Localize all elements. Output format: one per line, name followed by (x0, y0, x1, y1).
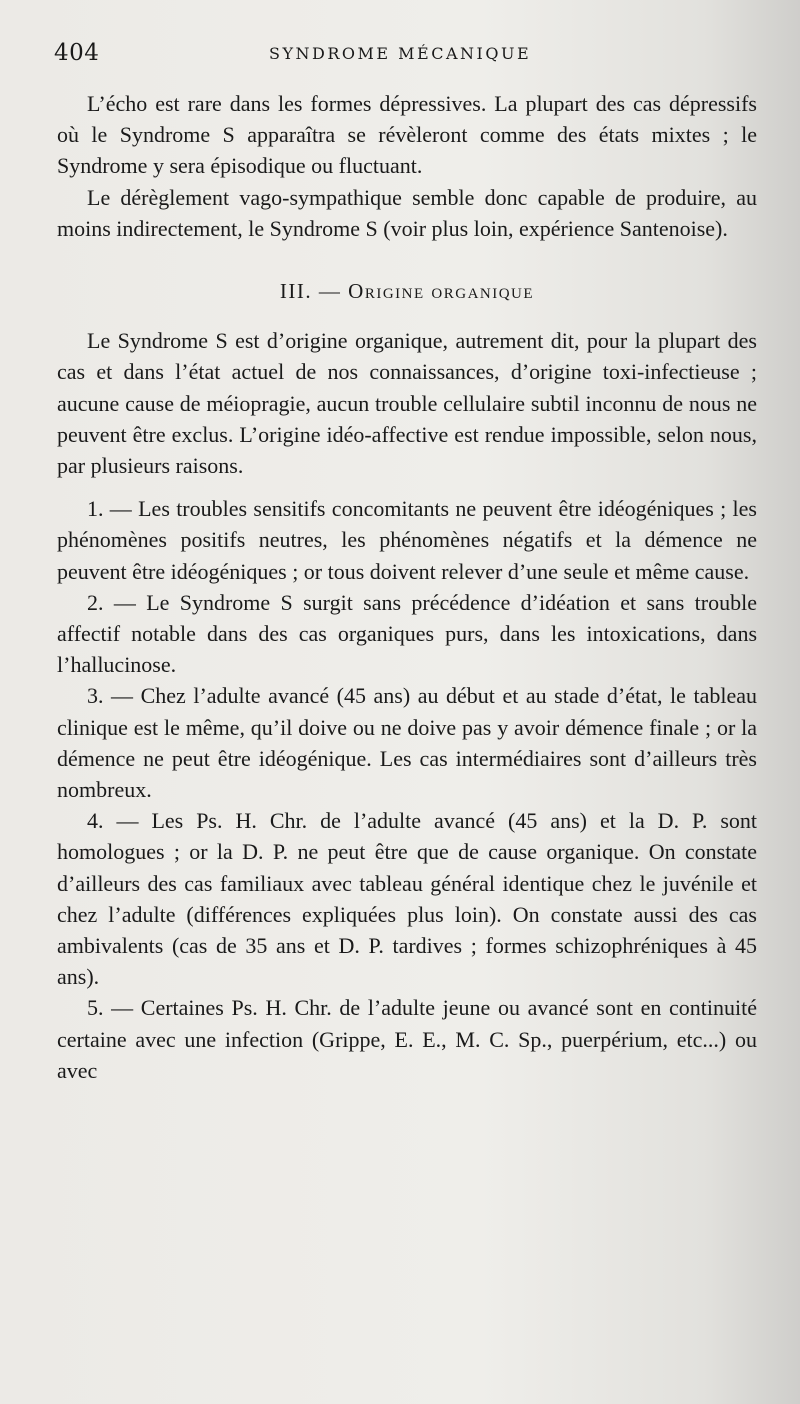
page-body (57, 88, 757, 1086)
section-title: Origine organique (348, 279, 535, 304)
paragraph: L’écho est rare dans les formes dépressives. La plupart des cas dépressifs où le Syndrome S apparaîtra se révèleront comme des états mixtes ; le Syndrome y sera épisodique ou fluctuant. (57, 91, 757, 179)
section-numeral: III. — (279, 279, 342, 304)
page-number: 404 (54, 40, 100, 66)
numbered-paragraph-1: 1. — Les troubles sensitifs concomitants ne peuvent être idéogéniques ; les phénomènes positifs neutres, les phénomènes négatifs et la démence ne peuvent être idéogéniques ; or tous doivent relever d’une seule et même cause. (57, 496, 757, 584)
section-heading (57, 276, 757, 307)
page-header (54, 40, 760, 72)
numbered-paragraph-4: 4. — Les Ps. H. Chr. de l’adulte avancé (45 ans) et la D. P. sont homologues ; or la D. P. ne peut être que de cause organique. On constate d’ailleurs des cas familiaux avec tableau général identique chez le juvénile et chez l’adulte (différences expliquées plus loin). On constate aussi des cas ambivalents (cas de 35 ans et D. P. tardives ; formes schizophréniques à 45 ans). (57, 808, 757, 990)
numbered-paragraph-2: 2. — Le Syndrome S surgit sans précédence d’idéation et sans trouble affectif notable dans des cas organiques purs, dans les intoxications, dans l’hallucinose. (57, 589, 757, 678)
running-head: SYNDROME MÉCANIQUE (269, 44, 532, 63)
paragraph: Le Syndrome S est d’origine organique, autrement dit, pour la plupart des cas et dans l’état actuel de nos connaissances, d’origine toxi-infectieuse ; aucune cause de méiopragie, aucun trouble cellulaire subtil inconnu de nous ne peuvent être exclus. L’origine idéo-affective est rendue impossible, selon nous, par plusieurs raisons. (57, 328, 757, 479)
paragraph: Le dérèglement vago-sympathique semble donc capable de produire, au moins indirectement, le Syndrome S (voir plus loin, expérience Santenoise). (57, 184, 757, 241)
numbered-paragraph-3: 3. — Chez l’adulte avancé (45 ans) au début et au stade d’état, le tableau clinique est le même, qu’il doive ou ne doive pas y avoir démence finale ; or la démence ne peut être idéogénique. Les cas intermédiaires sont d’ailleurs très nombreux. (57, 683, 757, 803)
numbered-paragraph-5: 5. — Certaines Ps. H. Chr. de l’adulte jeune ou avancé sont en continuité certaine avec une infection (Grippe, E. E., M. C. Sp., puerpérium, etc...) ou avec (57, 995, 757, 1083)
